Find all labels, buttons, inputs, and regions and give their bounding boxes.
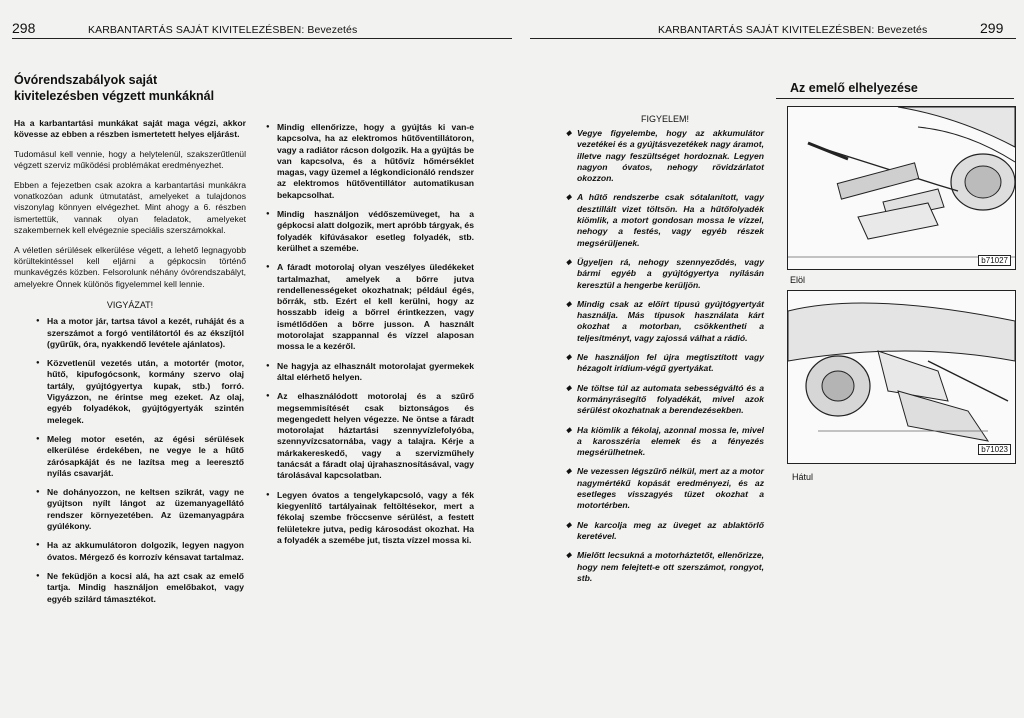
jack-section-title: Az emelő elhelyezése bbox=[790, 81, 918, 95]
warning-item: ● Ne dohányozzon, ne keltsen szikrát, vagy ne gyújtson nyílt lángot az üzemanyagellátó rendszer környezetében. Az üzemanyagpára gyúlékony. bbox=[36, 487, 244, 532]
warning-label: VIGYÁZAT! bbox=[106, 300, 154, 311]
safety-item: ● Mindig ellenőrizze, hogy a gyújtás ki van-e kapcsolva, ha az elektromos hűtőventillátoron, vagy a radiátor rácson dolgozik. Ha a gyújtás be van kapcsolva, és a hűtővíz hőmérséklet magas, vagy üzemel a légkondicionáló rendszer az elektromos hűtőventillátor automatikusan bekapcsolhat. bbox=[266, 122, 474, 201]
notice-list bbox=[566, 128, 764, 584]
notice-item: ◆ Ügyeljen rá, nehogy szennyeződés, vagy bármi egyéb a gyújtógyertya nyílásán keresztül a hengerbe kerüljön. bbox=[566, 257, 764, 291]
figure-code: b71023 bbox=[978, 444, 1011, 455]
rear-jack-figure bbox=[787, 290, 1016, 464]
left-column-2 bbox=[266, 122, 474, 554]
notice-item: ◆ Mielőtt lecsukná a motorháztetőt, ellenőrizze, hogy nem felejtett-e ott szerszámot, rongyot, stb. bbox=[566, 550, 764, 584]
warning-item: ● Meleg motor esetén, az égési sérülések elkerülése érdekében, ne vegye le a hűtő zárósapkáját és ne lazítsa meg a leeresztő nyílás csavarját. bbox=[36, 434, 244, 479]
front-jack-figure bbox=[787, 106, 1016, 270]
paragraph-1: Tudomásul kell vennie, hogy a helytelenül, szakszerűtlenül végzett szerviz működési problémákat eredményezhet. bbox=[14, 148, 246, 171]
rear-caption: Hátul bbox=[792, 472, 814, 482]
paragraph-2: Ebben a fejezetben csak azokra a karbantartási munkákra vonatkozóan adunk útmutatást, amelyeket a tulajdonos viszonylag könnyen elvégezhet. Mint ahogy a 6. részben ismertettük, vannak olyan feladatok, amelyeket szakembernek kell elvégeznie speciális szerszámokkal. bbox=[14, 179, 246, 236]
figure-code: b71027 bbox=[978, 255, 1011, 266]
safety-item: ● A fáradt motorolaj olyan veszélyes üledékeket tartalmazhat, amelyek a bőrre jutva rendellenességeket okozhatnak; például égés, bőrrák, stb. Ezért el kell kerülni, hogy az hosszabb ideig a bőrrel érintkezzen, vagy ismétlődően a bőrre jusson. A használt motorolajat szappannal és vízzel alaposan mossa le a kezéről. bbox=[266, 262, 474, 352]
safety-item: ● Mindig használjon védőszemüveget, ha a gépkocsi alatt dolgozik, mert apróbb tárgyak, és folyadék kifúvásakor esetleg folyadék, stb. kerülhet a szemébe. bbox=[266, 209, 474, 254]
safety-item: ● Legyen óvatos a tengelykapcsoló, vagy a fék kiegyenlítő tartályainak feltöltésekor, mert a fékolaj szembe fröccsenve sérülést, a festett felületekre jutva, pedig károsodást okozhat. Ha a folyadék a szemébe jut, tiszta vízzel mossa ki. bbox=[266, 490, 474, 546]
left-column-1 bbox=[14, 72, 246, 613]
notice-item: ◆ Vegye figyelembe, hogy az akkumulátor vezetékei és a gyújtásvezetékek nagy áramot, illetve nagy feszültséget hordoznak. Legyen nagyon óvatos, nehogy rövidzárlatot okozzon. bbox=[566, 128, 764, 184]
safety-item: ● Ne hagyja az elhasznált motorolajat gyermekek által elérhető helyen. bbox=[266, 361, 474, 384]
notice-item: ◆ Ne használjon fel újra megtisztított vagy hézagolt irídium-végű gyertyákat. bbox=[566, 352, 764, 375]
notice-item: ◆ Mindig csak az előírt típusú gyújtógyertyát használja. Más típusok használata kárt okozhat a motorban, csökkentheti a teljesítményt, vagy zajossá válhat a rádió. bbox=[566, 299, 764, 344]
front-jack-illustration bbox=[788, 107, 1015, 269]
right-page-number: 299 bbox=[980, 20, 1004, 36]
warning-item: ● Ha az akkumulátoron dolgozik, legyen nagyon óvatos. Mérgező és korrozív kénsavat tartalmaz. bbox=[36, 540, 244, 563]
safety-list bbox=[266, 122, 474, 546]
front-caption: Elöl bbox=[790, 275, 806, 285]
notice-item: ◆ Ha kiömlik a fékolaj, azonnal mossa le, mivel a karosszéria elemek és a fényezés megsérülhetnek. bbox=[566, 425, 764, 459]
notice-item: ◆ Ne töltse túl az automata sebességváltó és a kormányrásegítő folyadékát, mivel azok sérülést okozhatnak a berendezésekben. bbox=[566, 383, 764, 417]
left-page-number: 298 bbox=[12, 20, 36, 36]
right-running-header: KARBANTARTÁS SAJÁT KIVITELEZÉSBEN: Bevezetés bbox=[658, 24, 928, 36]
section-title: Óvórendszabályok saját kivitelezésben végzett munkáknál bbox=[14, 73, 215, 103]
warning-item: ● Ha a motor jár, tartsa távol a kezét, ruháját és a szerszámot a forgó ventilátortól és az ékszíjtól (gyűrűk, óra, nyakkendő levétele ajánlatos). bbox=[36, 316, 244, 350]
notice-label: FIGYELEM! bbox=[640, 114, 689, 124]
warning-item: ● Közvetlenül vezetés után, a motortér (motor, hűtő, kipufogócsonk, kormány szervo olaj tartály, gyújtógyertya kupak, stb.) forró. Vigyázzon, ne érintse meg ezeket. Az olaj, egyéb folyadékok, gyújtógyertyák szintén melegek. bbox=[36, 358, 244, 426]
left-running-header: KARBANTARTÁS SAJÁT KIVITELEZÉSBEN: Bevezetés bbox=[88, 24, 358, 36]
safety-item: ● Az elhasználódott motorolaj és a szűrő megsemmisítését csak biztonságos és megengedett helyen végezze. Ne öntse a fáradt motorolajat háztartási szennyvízlefolyóba, szennyvízcsatornába, vagy a talajra. Kérje a márkakereskedő, vagy a szervizműhely tanácsát a fáradt olaj újrahasznosításával, vagy tárolásával kapcsolatban. bbox=[266, 391, 474, 481]
notice-item: ◆ Ne vezessen légszűrő nélkül, mert az a motor nagymértékű kopását eredményezi, és az esetleges visszagyés tüzet okozhat a motortérben. bbox=[566, 466, 764, 511]
warning-item: ● Ne feküdjön a kocsi alá, ha azt csak az emelő tartja. Mindig használjon emelőbakot, vagy egyéb szilárd támasztékot. bbox=[36, 571, 244, 605]
section-title-rule bbox=[776, 98, 1014, 99]
warning-list bbox=[36, 316, 244, 605]
right-header-rule bbox=[530, 38, 1016, 39]
intro-paragraph: Ha a karbantartási munkákat saját maga végzi, akkor kövesse az ebben a részben ismertetett helyes eljárást. bbox=[14, 118, 246, 140]
left-header-rule bbox=[12, 38, 512, 39]
right-column-1 bbox=[566, 114, 764, 592]
paragraph-3: A véletlen sérülések elkerülése végett, a lehető legnagyobb körültekintéssel kell eljárni a gépkocsin történő munkavégzés közben. Felsorolunk néhány óvórendszabályt, amelyekre Önnek különös figyelemmel kell lennie. bbox=[14, 244, 246, 289]
notice-item: ◆ A hűtő rendszerbe csak sótalanított, vagy desztillált vizet töltsön. Ha a hűtőfolyadék kiömlik, a motort gondosan mossa le vízzel, nehogy a festés, vagy egyéb részek megsérüljenek. bbox=[566, 192, 764, 248]
notice-item: ◆ Ne karcolja meg az üveget az ablaktörlő keretével. bbox=[566, 520, 764, 543]
rear-jack-illustration bbox=[788, 291, 1015, 463]
